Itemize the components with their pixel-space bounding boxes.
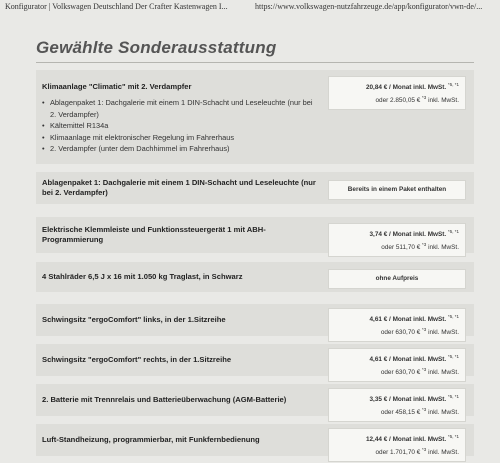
equipment-item-parking-heater xyxy=(36,424,474,456)
footnote-marker: *5, *1 xyxy=(447,354,459,359)
price-box xyxy=(328,348,466,382)
equipment-subitem: • Klimaanlage mit elektronischer Regelung im Fahrerhaus xyxy=(42,132,317,144)
price-box xyxy=(328,76,466,110)
equipment-item-name: Ablagenpaket 1: Dachgalerie mit einem 1 DIN-Schacht und Leseleuchte (nur bei 2. Verdampfer) xyxy=(42,178,316,197)
title-divider xyxy=(36,62,474,63)
equipment-subitem: • Ablagenpaket 1: Dachgalerie mit einem 1 DIN-Schacht und Leseleuchte (nur bei 2. Verdampfer) xyxy=(42,97,317,120)
equipment-item-name: 2. Batterie mit Trennrelais und Batterieüberwachung (AGM-Batterie) xyxy=(42,395,287,404)
monthly-price: 12,44 € / Monat inkl. MwSt. xyxy=(365,436,447,444)
price-suffix: inkl. MwSt. xyxy=(428,329,459,337)
footnote-marker: *5, *1 xyxy=(447,434,459,439)
equipment-subitem: • Kältemittel R134a xyxy=(42,120,317,132)
price-suffix: inkl. MwSt. xyxy=(428,97,459,105)
monthly-price: 4,61 € / Monat inkl. MwSt. xyxy=(369,316,447,324)
footnote-marker: *3 xyxy=(422,95,427,101)
footnote-marker: *3 xyxy=(422,407,427,413)
print-header-url: https://www.volkswagen-nutzfahrzeuge.de/app/konfigurator/vwn-de/... xyxy=(255,2,483,11)
no-surcharge-status: ohne Aufpreis xyxy=(375,275,419,282)
one-time-price: oder 511,70 € xyxy=(381,244,421,252)
price-suffix: inkl. MwSt. xyxy=(428,449,459,457)
one-time-price: oder 2.850,05 € xyxy=(375,97,421,105)
price-suffix: inkl. MwSt. xyxy=(428,409,459,417)
equipment-item-battery xyxy=(36,384,474,416)
equipment-item-name: Schwingsitz "ergoComfort" links, in der 1.Sitzreihe xyxy=(42,315,226,324)
equipment-item-name: Luft-Standheizung, programmierbar, mit Funkfernbedienung xyxy=(42,435,260,444)
price-suffix: inkl. MwSt. xyxy=(428,244,459,252)
status-box xyxy=(328,269,466,289)
footnote-marker: *3 xyxy=(422,447,427,453)
footnote-marker: *5, *1 xyxy=(447,394,459,399)
price-box xyxy=(328,223,466,257)
footnote-marker: *3 xyxy=(422,242,427,248)
equipment-item-climate xyxy=(36,70,474,164)
footnote-marker: *5, *1 xyxy=(447,229,459,234)
equipment-item-terminal-strip xyxy=(36,217,474,253)
monthly-price: 3,74 € / Monat inkl. MwSt. xyxy=(369,231,447,239)
price-box xyxy=(328,388,466,422)
equipment-subitem-list xyxy=(42,97,317,155)
monthly-price: 3,35 € / Monat inkl. MwSt. xyxy=(369,396,447,404)
print-header xyxy=(0,0,500,14)
price-box xyxy=(328,308,466,342)
monthly-price: 4,61 € / Monat inkl. MwSt. xyxy=(369,356,447,364)
one-time-price: oder 458,15 € xyxy=(380,409,421,417)
equipment-item-name: Schwingsitz "ergoComfort" rechts, in der 1.Sitzreihe xyxy=(42,355,232,364)
equipment-item-name: Klimaanlage "Climatic" mit 2. Verdampfer xyxy=(42,82,192,91)
monthly-price: 20,84 € / Monat inkl. MwSt. xyxy=(365,84,447,92)
included-status: Bereits in einem Paket enthalten xyxy=(347,186,447,193)
equipment-item-name: Elektrische Klemmleiste und Funktionssteuergerät 1 mit ABH-Programmierung xyxy=(42,225,266,244)
one-time-price: oder 630,70 € xyxy=(380,369,421,377)
price-suffix: inkl. MwSt. xyxy=(428,369,459,377)
print-header-title: Konfigurator | Volkswagen Deutschland Der Crafter Kastenwagen I... xyxy=(5,2,228,11)
equipment-item-name: 4 Stahlräder 6,5 J x 16 mit 1.050 kg Traglast, in Schwarz xyxy=(42,272,243,281)
equipment-item-seat-right xyxy=(36,344,474,376)
price-box xyxy=(328,428,466,462)
footnote-marker: *3 xyxy=(422,367,427,373)
footnote-marker: *3 xyxy=(422,327,427,333)
equipment-item-steel-wheels xyxy=(36,262,474,292)
footnote-marker: *5, *1 xyxy=(447,82,459,87)
status-box xyxy=(328,180,466,200)
one-time-price: oder 1.701,70 € xyxy=(375,449,421,457)
equipment-subitem: • 2. Verdampfer (unter dem Dachhimmel im Fahrerhaus) xyxy=(42,143,317,155)
one-time-price: oder 630,70 € xyxy=(380,329,421,337)
page-title: Gewählte Sonderausstattung xyxy=(36,38,277,57)
equipment-item-storage-package xyxy=(36,172,474,204)
footnote-marker: *5, *1 xyxy=(447,314,459,319)
equipment-item-seat-left xyxy=(36,304,474,336)
